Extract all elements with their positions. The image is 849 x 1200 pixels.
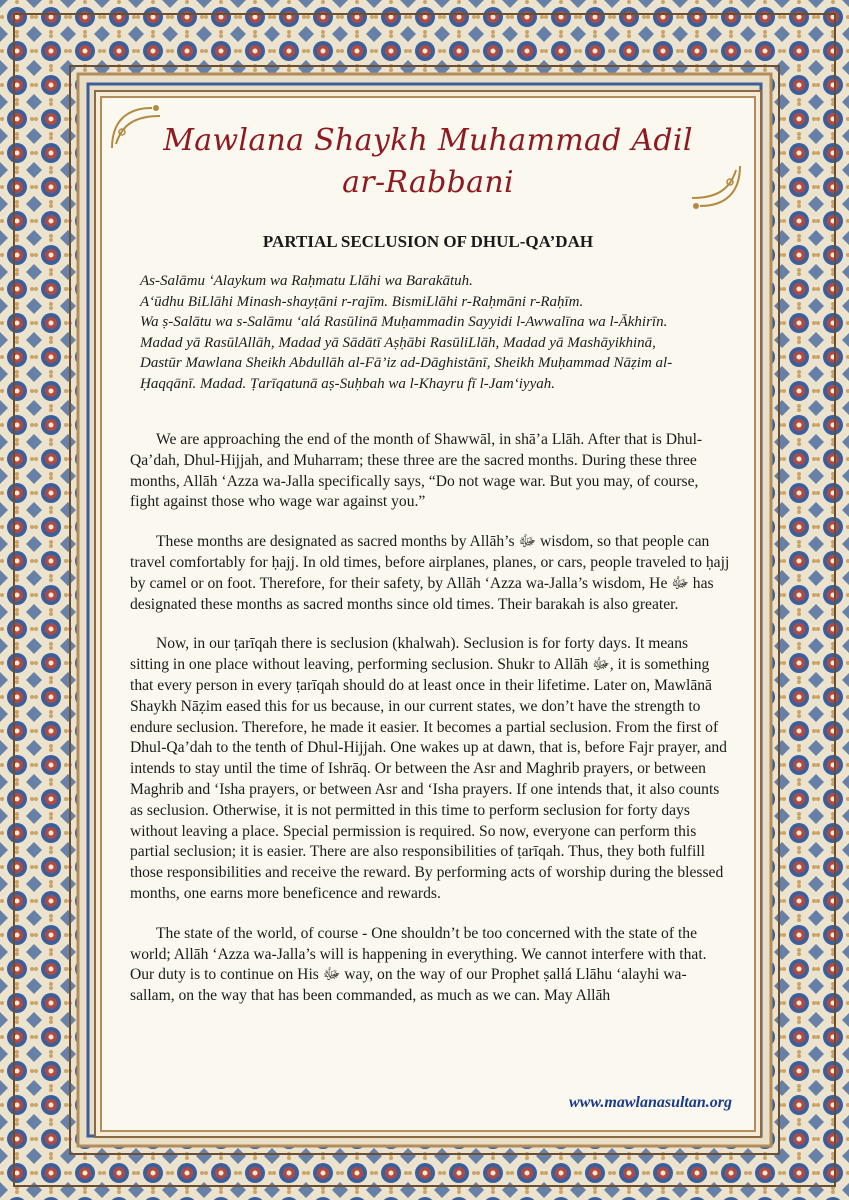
invocation-line: Dastūr Mawlana Sheikh Abdullāh al-Fā’iz ad-Dāghistānī, Sheikh Muḥammad Nāẓim al- xyxy=(140,355,673,371)
body-text xyxy=(130,430,730,1026)
page-title-line-2: ar-Rabbani xyxy=(342,165,514,200)
invocation-line: Madad yā RasūlAllāh, Madad yā Sādātī Aṣḥābi RasūliLlāh, Madad yā Mashāyikhinā, xyxy=(140,334,656,351)
invocation-line: As-Salāmu ‘Alaykum wa Raḥmatu Llāhi wa Barakātuh. xyxy=(140,273,473,289)
invocation-line: A‘ūdhu BiLlāhi Minash-shayṭāni r-rajīm. BismiLlāhi r-Raḥmāni r-Raḥīm. xyxy=(140,293,584,310)
invocation-line: Wa ṣ-Salātu wa s-Salāmu ‘alá Rasūlinā Muḥammadin Sayyidi l-Awwalīna wa l-Ākhirīn. xyxy=(140,314,668,330)
paragraph: These months are designated as sacred months by Allāh’s ﷻ wisdom, so that people can travel comfortably for ḥajj. In old times, before airplanes, planes, or cars, people traveled to ḥajj by camel or on foot. Therefore, for their safety, by Allāh ‘Azza wa-Jalla’s wisdom, He ﷻ has designated these months as sacred months since old times. Their barakah is also greater. xyxy=(130,533,730,613)
invocation-line: Ḥaqqānī. Madad. Ṭarīqatunā aṣ-Suḥbah wa l-Khayru fī l-Jam‘iyyah. xyxy=(140,375,555,392)
paragraph: Now, in our ṭarīqah there is seclusion (khalwah). Seclusion is for forty days. It means sitting in one place without leaving, performing seclusion. Shukr to Allāh ﷻ, it is something that every person in every ṭarīqah should do at least once in their lifetime. Later on, Mawlānā Shaykh Nāẓim eased this for us because, in our current states, we don’t have the strength to endure seclusion. Therefore, he made it easier. It becomes a partial seclusion. From the first of Dhul-Qa’dah to the tenth of Dhul-Hijjah. One wakes up at dawn, that is, before Fajr prayer, and intends to stay until the time of Ishrāq. Or between the Asr and Maghrib prayers, or between Maghrib and ‘Isha prayers, or between Asr and ‘Isha prayers. If one intends that, it also counts as seclusion. Otherwise, it is not permitted in this time to perform seclusion for forty days without leaving a place. Special permission is required. So now, everyone can perform this partial seclusion; it is easier. There are also responsibilities of ṭarīqah. Thus, they both fulfill those responsibilities and receive the reward. By performing acts of worship during the blessed months, one earns more beneficence and rewards. xyxy=(130,635,727,902)
website-link[interactable]: www.mawlanasultan.org xyxy=(568,1094,732,1111)
opening-invocation xyxy=(140,271,720,394)
paragraph: We are approaching the end of the month of Shawwāl, in shā’a Llāh. After that is Dhul-Qa’dah, Dhul-Hijjah, and Muharram; these three are the sacred months. During these three months, Allāh ‘Azza wa-Jalla specifically says, “Do not wage war. But you may, of course, fight against those who wage war against you.” xyxy=(130,431,703,511)
section-heading: PARTIAL SECLUSION OF DHUL-QA’DAH xyxy=(262,232,594,251)
paragraph: The state of the world, of course - One shouldn’t be too concerned with the state of the world; Allāh ‘Azza wa-Jalla’s will is happening in everything. We cannot interfere with that. Our duty is to continue on His ﷻ way, on the way of our Prophet ṣallá Llāhu ‘alayhi wa-sallam, on the way that has been commanded, as much as we can. May Allāh xyxy=(130,924,707,1005)
page-title-line-1: Mawlana Shaykh Muhammad Adil xyxy=(163,123,693,158)
content-panel xyxy=(100,96,756,1132)
